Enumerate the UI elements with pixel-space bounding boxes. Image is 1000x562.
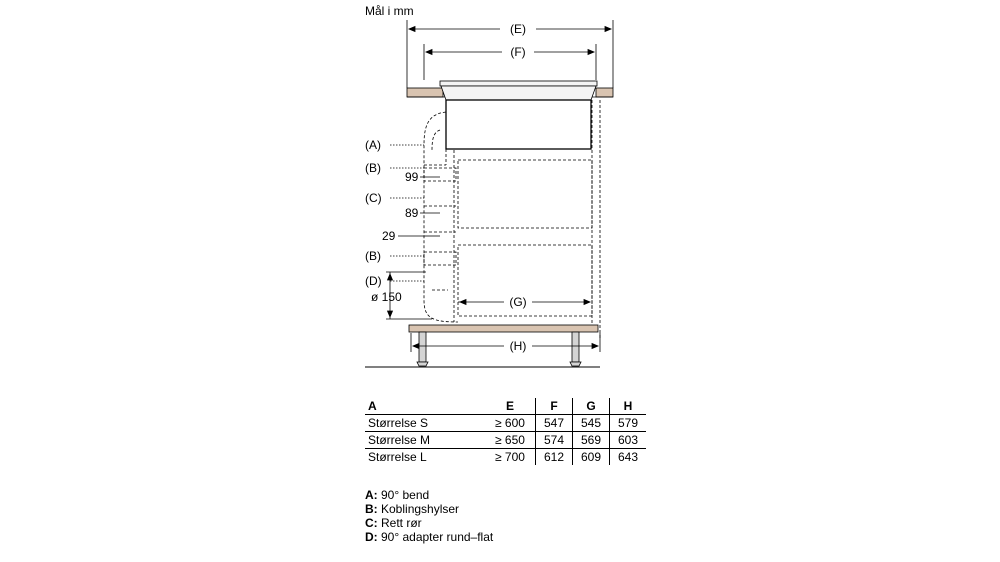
cabinet-base <box>409 325 598 332</box>
legend <box>365 488 493 544</box>
cell-h: 579 <box>610 415 647 432</box>
row-name: Størrelse L <box>365 449 485 466</box>
table-row <box>365 449 646 466</box>
legend-key: D: <box>365 530 378 544</box>
header-e: E <box>505 399 514 413</box>
dim-29: 29 <box>382 229 396 243</box>
label-b-top: (B) <box>365 161 381 175</box>
cell-g: 569 <box>573 432 610 449</box>
legend-item-b <box>365 502 493 516</box>
label-a: (A) <box>365 138 381 152</box>
cell-e: ≥ 700 <box>485 449 536 466</box>
dim-150: ø 150 <box>371 290 402 304</box>
label-g: (G) <box>509 295 527 309</box>
legend-key: B: <box>365 502 378 516</box>
dim-89: 89 <box>405 206 419 220</box>
legend-text: 90° bend <box>377 488 430 502</box>
table-header <box>365 398 646 415</box>
cell-f: 612 <box>536 449 573 466</box>
legend-item-c <box>365 516 493 530</box>
legend-text: 90° adapter rund–flat <box>377 530 494 544</box>
legend-text: Koblingshylser <box>377 502 460 516</box>
legend-key: A: <box>365 488 378 502</box>
cabinet-feet <box>417 332 581 366</box>
row-name: Størrelse M <box>365 432 485 449</box>
header-a: A <box>368 399 377 413</box>
header-f: F <box>536 398 573 415</box>
cell-e: ≥ 600 <box>485 415 536 432</box>
label-f: (F) <box>510 45 526 59</box>
label-c: (C) <box>365 191 382 205</box>
legend-item-a <box>365 488 493 502</box>
cell-g: 609 <box>573 449 610 466</box>
hob-body <box>441 86 596 149</box>
label-e: (E) <box>510 22 526 36</box>
cooktop-glass <box>440 81 597 86</box>
cell-e: ≥ 650 <box>485 432 536 449</box>
cell-f: 547 <box>536 415 573 432</box>
cell-h: 603 <box>610 432 647 449</box>
dimensions-table <box>365 398 646 465</box>
cell-f: 574 <box>536 432 573 449</box>
header-h: H <box>610 398 647 415</box>
table-row <box>365 432 646 449</box>
cell-g: 545 <box>573 415 610 432</box>
dim-99: 99 <box>405 170 419 184</box>
legend-text: Rett rør <box>377 516 422 530</box>
unit-note: Mål i mm <box>365 4 414 18</box>
table-row <box>365 415 646 432</box>
legend-key: C: <box>365 516 378 530</box>
label-h: (H) <box>509 339 527 353</box>
label-d: (D) <box>365 274 382 288</box>
label-b-bottom: (B) <box>365 249 381 263</box>
cell-h: 643 <box>610 449 647 466</box>
row-name: Størrelse S <box>365 415 485 432</box>
legend-item-d <box>365 530 493 544</box>
header-g: G <box>573 398 610 415</box>
